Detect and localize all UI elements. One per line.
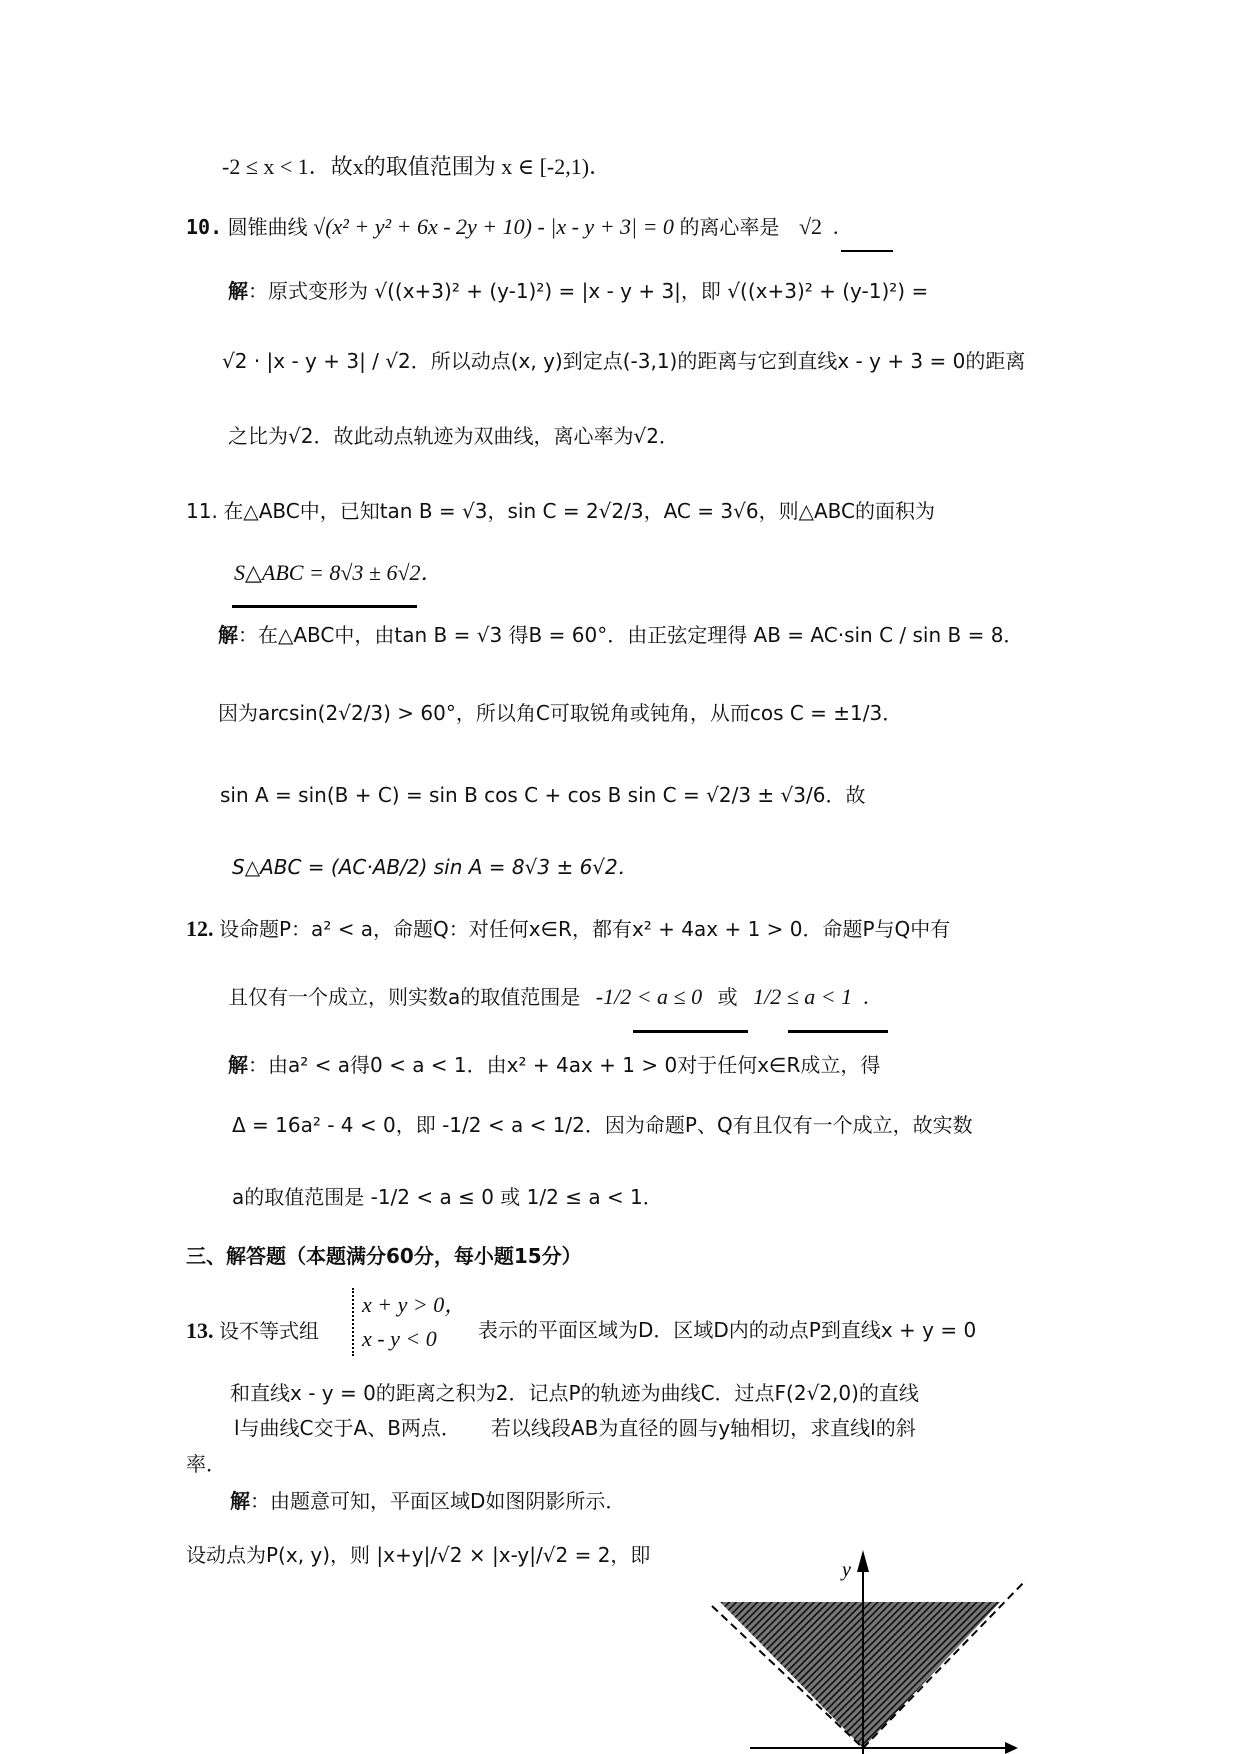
y-axis-arrow-icon — [857, 1550, 869, 1572]
problem-13-question-line-4: 率． — [186, 1452, 226, 1476]
inequality-2: x - y < 0 — [362, 1326, 437, 1351]
region-d-figure — [690, 1520, 1050, 1754]
question-prefix: 圆锥曲线 — [227, 215, 308, 239]
problem-number: 10. — [186, 215, 223, 239]
answer-underline-1 — [633, 1030, 748, 1033]
problem-number: 12. — [186, 916, 214, 941]
problem-13-question-line-3: l与曲线C交于A、B两点． 若以线段AB为直径的圆与y轴相切，求直线l的斜 — [234, 1416, 916, 1440]
inequality-system — [352, 1288, 466, 1356]
shaded-region — [720, 1602, 1000, 1748]
problem-10-solution-line-2: √2 · |x - y + 3| / √2．所以动点(x, y)到定点(-3,1)的距离与它到直线x - y + 3 = 0的距离 — [222, 349, 1026, 373]
problem-11-answer — [234, 562, 443, 584]
problem-13-question-line-1-suffix: 表示的平面区域为D．区域D内的动点P到直线x + y = 0 — [478, 1318, 977, 1342]
continued-solution-line — [222, 156, 611, 178]
problem-13-question-line-1: 13. 设不等式组 — [186, 1318, 319, 1343]
problem-11-solution-line-4: S△ABC = (AC·AB/2) sin A = 8√3 ± 6√2． — [232, 855, 638, 879]
answer-text: S△ABC = 8√3 ± 6√2． — [234, 560, 443, 585]
problem-10-question: 10. 圆锥曲线 √(x² + y² + 6x - 2y + 10) - |x - y + 3| = 0 的离心率是 √2 . — [186, 214, 839, 239]
problem-11-solution-line-2: 因为arcsin(2√2/3) > 60°，所以角C可取锐角或钝角，从而cos C = ±1/3． — [218, 701, 903, 725]
answer-or: 或 — [717, 985, 738, 1009]
question-suffix: 的离心率是 — [679, 215, 780, 239]
problem-11-solution-line-1: 解：在△ABC中，由tan B = √3 得B = 60°．由正弦定理得 AB = AC·sin C / sin B = 8． — [218, 623, 1024, 647]
y-axis-label: y — [842, 1559, 851, 1581]
problem-13-solution-line-1: 解：由题意可知，平面区域D如图阴影所示． — [230, 1489, 626, 1513]
problem-11-solution-line-3: sin A = sin(B + C) = sin B cos C + cos B sin C = √2/3 ± √3/6．故 — [220, 783, 866, 807]
question-expression: √(x² + y² + 6x - 2y + 10) - |x - y + 3| = 0 — [313, 214, 674, 239]
question-text: 在△ABC中，已知tan B = √3，sin C = 2√2/3，AC = 3√6，则△ABC的面积为 — [223, 499, 935, 523]
section-heading: 三、解答题（本题满分60分，每小题15分） — [186, 1244, 582, 1268]
problem-12-question-line-2: 且仅有一个成立，则实数a的取值范围是 -1/2 < a ≤ 0 或 1/2 ≤ a < 1 . — [228, 984, 869, 1009]
problem-12-solution-line-1: 解：由a² < a得0 < a < 1．由x² + 4ax + 1 > 0对于任何x∈R成立，得 — [228, 1053, 881, 1077]
solution-label: 解 — [218, 623, 238, 647]
solution-label: 解 — [230, 1489, 250, 1513]
problem-10-solution-line-3: 之比为√2．故此动点轨迹为双曲线，离心率为√2． — [228, 424, 679, 448]
problem-11-question — [186, 500, 935, 522]
problem-13-solution-line-2: 设动点为P(x, y)，则 |x+y|/√2 × |x-y|/√2 = 2，即 — [186, 1543, 651, 1567]
answer-underline-2 — [788, 1030, 888, 1033]
problem-12-solution-line-2: Δ = 16a² - 4 < 0，即 -1/2 < a < 1/2．因为命题P、Q有且仅有一个成立，故实数 — [232, 1113, 973, 1137]
problem-number: 13. — [186, 1318, 214, 1343]
solution-label: 解 — [228, 279, 248, 303]
answer-underline — [232, 605, 417, 608]
range-text: -2 ≤ x < 1．故x的取值范围为 x ∈ [-2,1)． — [222, 154, 612, 179]
answer-underline — [841, 250, 893, 252]
x-axis-arrow-icon — [1005, 1742, 1018, 1754]
problem-10-solution-line-1: 解：原式变形为 √((x+3)² + (y-1)²) = |x - y + 3|，即 √((x+3)² + (y-1)²) = — [228, 279, 929, 303]
problem-12-solution-line-3: a的取值范围是 -1/2 < a ≤ 0 或 1/2 ≤ a < 1． — [232, 1185, 663, 1209]
answer-blank: √2 — [798, 214, 823, 239]
problem-13-question-line-2: 和直线x - y = 0的距离之积为2．记点P的轨迹为曲线C．过点F(2√2,0)的直线 — [230, 1381, 919, 1405]
answer-part-2: 1/2 ≤ a < 1 — [753, 984, 853, 1009]
solution-label: 解 — [228, 1053, 248, 1077]
problem-12-question-line-1: 12. 设命题P：a² < a，命题Q：对任何x∈R，都有x² + 4ax + 1 > 0．命题P与Q中有 — [186, 916, 951, 941]
answer-part-1: -1/2 < a ≤ 0 — [595, 984, 703, 1009]
inequality-1: x + y > 0， — [362, 1292, 467, 1317]
problem-number: 11. — [186, 499, 218, 523]
